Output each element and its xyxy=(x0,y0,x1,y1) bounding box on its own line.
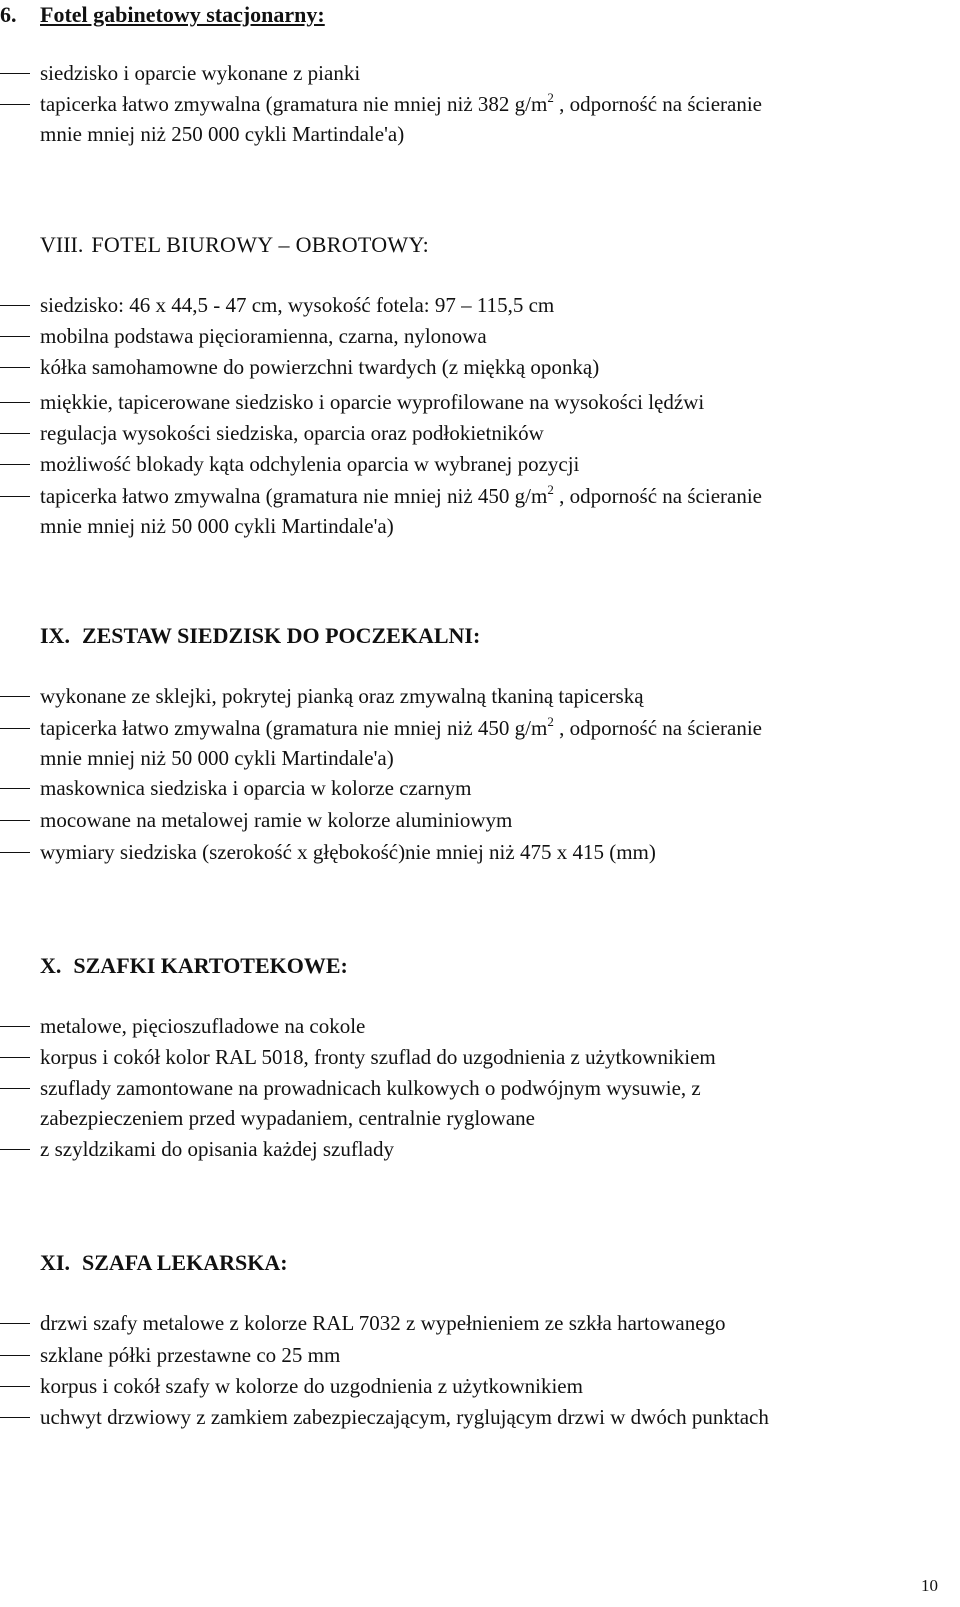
section-title: Fotel gabinetowy stacjonarny: xyxy=(40,2,325,27)
item-text-continued: mnie mniej niż 250 000 cykli Martindale'a) xyxy=(40,122,405,146)
dash-bullet xyxy=(0,1417,30,1418)
section-title: ZESTAW SIEDZISK DO POCZEKALNI: xyxy=(81,623,481,648)
dash-bullet xyxy=(0,728,30,729)
item-text: wymiary siedziska (szerokość x głębokość)nie mniej niż 475 x 415 (mm) xyxy=(40,840,656,864)
item-text-after: , odporność na ścieranie xyxy=(553,92,762,116)
section-heading-x xyxy=(40,953,348,979)
item-text-after: , odporność na ścieranie xyxy=(553,484,762,508)
item-text: siedzisko i oparcie wykonane z pianki xyxy=(40,61,361,85)
dash-bullet xyxy=(0,696,30,697)
item-text: siedzisko: 46 x 44,5 - 47 cm, wysokość fotela: 97 – 115,5 cm xyxy=(40,293,555,317)
dash-bullet xyxy=(0,1386,30,1387)
superscript: 2 xyxy=(547,90,554,105)
item-text: wykonane ze sklejki, pokrytej pianką oraz zmywalną tkaniną tapicerską xyxy=(40,684,644,708)
dash-bullet xyxy=(0,367,30,368)
dash-bullet xyxy=(0,852,30,853)
dash-bullet xyxy=(0,433,30,434)
dash-bullet xyxy=(0,1026,30,1027)
dash-bullet xyxy=(0,820,30,821)
item-text: kółka samohamowne do powierzchni twardych (z miękką oponką) xyxy=(40,355,600,379)
section-heading-ix xyxy=(40,623,480,649)
item-text-main: tapicerka łatwo zmywalna (gramatura nie mniej niż 382 g/m xyxy=(40,92,548,116)
section-title: SZAFKI KARTOTEKOWE: xyxy=(73,953,348,978)
item-text: mobilna podstawa pięcioramienna, czarna, nylonowa xyxy=(40,324,487,348)
item-text xyxy=(40,716,762,740)
item-text: szklane półki przestawne co 25 mm xyxy=(40,1343,341,1367)
dash-bullet xyxy=(0,1057,30,1058)
item-text: uchwyt drzwiowy z zamkiem zabezpieczającym, ryglującym drzwi w dwóch punktach xyxy=(40,1405,769,1429)
item-text: miękkie, tapicerowane siedzisko i oparcie wyprofilowane na wysokości lędźwi xyxy=(40,390,705,414)
section-heading-viii xyxy=(40,232,429,258)
dash-bullet xyxy=(0,1149,30,1150)
item-text-after: , odporność na ścieranie xyxy=(553,716,762,740)
dash-bullet xyxy=(0,1355,30,1356)
item-text-continued: zabezpieczeniem przed wypadaniem, centralnie ryglowane xyxy=(40,1106,535,1130)
item-text-main: tapicerka łatwo zmywalna (gramatura nie mniej niż 450 g/m xyxy=(40,716,548,740)
superscript: 2 xyxy=(547,714,554,729)
item-text xyxy=(40,484,762,508)
item-text: korpus i cokół kolor RAL 5018, fronty szuflad do uzgodnienia z użytkownikiem xyxy=(40,1045,716,1069)
dash-bullet xyxy=(0,104,30,105)
dash-bullet xyxy=(0,1323,30,1324)
dash-bullet xyxy=(0,402,30,403)
page-number: 10 xyxy=(921,1576,938,1595)
item-text: korpus i cokół szafy w kolorze do uzgodnienia z użytkownikiem xyxy=(40,1374,583,1398)
section-title: SZAFA LEKARSKA: xyxy=(81,1250,288,1275)
item-text: z szyldzikami do opisania każdej szuflady xyxy=(40,1137,394,1161)
dash-bullet xyxy=(0,336,30,337)
item-text: drzwi szafy metalowe z kolorze RAL 7032 z wypełnieniem ze szkła hartowanego xyxy=(40,1311,726,1335)
item-text-main: tapicerka łatwo zmywalna (gramatura nie mniej niż 450 g/m xyxy=(40,484,548,508)
superscript: 2 xyxy=(547,482,554,497)
dash-bullet xyxy=(0,788,30,789)
item-text: maskownica siedziska i oparcia w kolorze czarnym xyxy=(40,776,472,800)
item-text: regulacja wysokości siedziska, oparcia oraz podłokietników xyxy=(40,421,544,445)
item-text: możliwość blokady kąta odchylenia oparcia w wybranej pozycji xyxy=(40,452,580,476)
section-number: XI. xyxy=(40,1250,70,1275)
item-text: metalowe, pięcioszufladowe na cokole xyxy=(40,1014,366,1038)
section-title: FOTEL BIUROWY – OBROTOWY: xyxy=(91,232,430,257)
item-text xyxy=(40,92,762,116)
section-number: 6. xyxy=(0,2,17,27)
item-text: szuflady zamontowane na prowadnicach kulkowych o podwójnym wysuwie, z xyxy=(40,1076,701,1100)
item-text-continued: mnie mniej niż 50 000 cykli Martindale'a) xyxy=(40,514,394,538)
section-heading-xi xyxy=(40,1250,288,1276)
dash-bullet xyxy=(0,305,30,306)
section-number: VIII. xyxy=(40,232,84,257)
section-number: IX. xyxy=(40,623,70,648)
dash-bullet xyxy=(0,73,30,74)
dash-bullet xyxy=(0,464,30,465)
item-text: mocowane na metalowej ramie w kolorze aluminiowym xyxy=(40,808,513,832)
section-heading-6 xyxy=(0,2,325,28)
section-number: X. xyxy=(40,953,62,978)
dash-bullet xyxy=(0,496,30,497)
dash-bullet xyxy=(0,1088,30,1089)
item-text-continued: mnie mniej niż 50 000 cykli Martindale'a) xyxy=(40,746,394,770)
